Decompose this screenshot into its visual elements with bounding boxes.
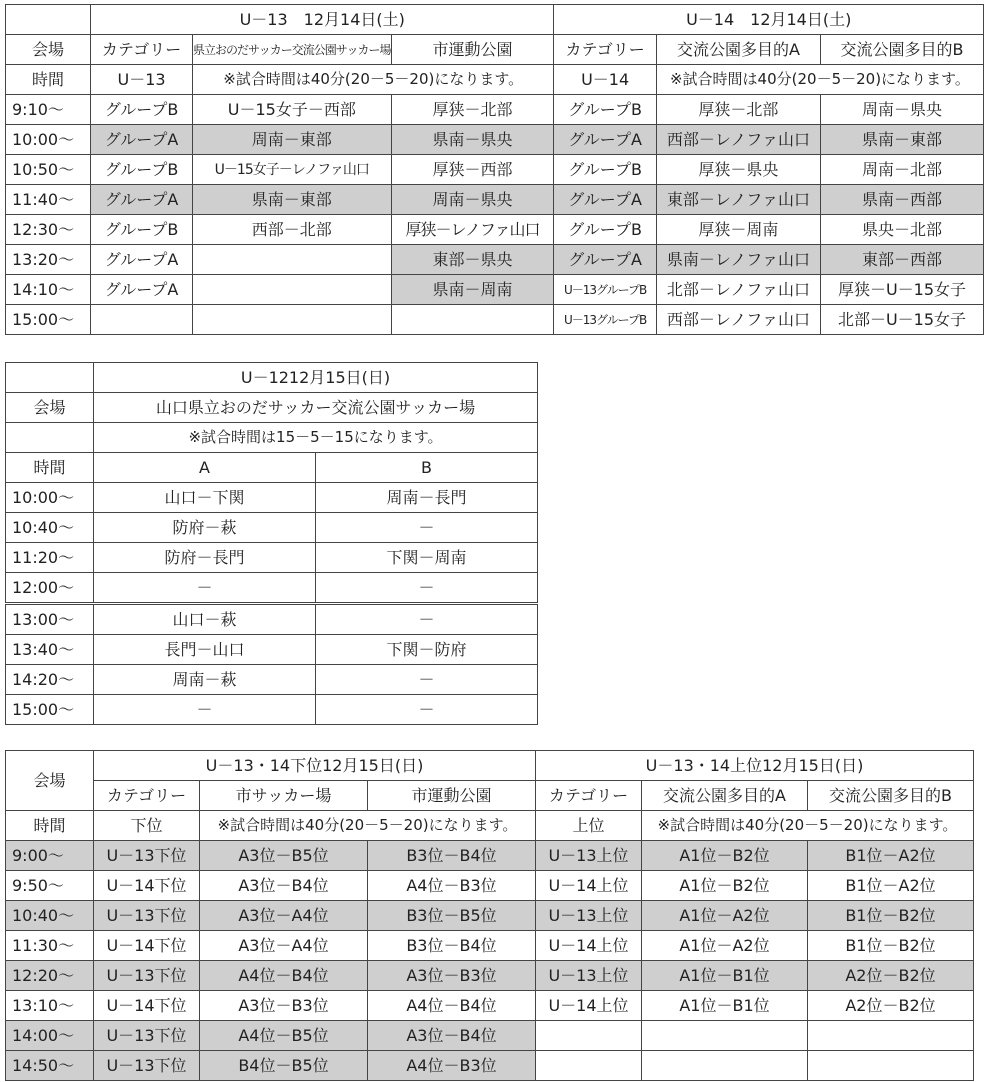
match-cell: A2位－B2位 bbox=[808, 991, 974, 1021]
match-cell: 周南－東部 bbox=[193, 125, 392, 155]
column-b-header: B bbox=[316, 453, 538, 483]
match-cell: 下関－周南 bbox=[316, 543, 538, 573]
category-cell bbox=[536, 1051, 642, 1081]
table-row bbox=[6, 961, 974, 991]
table-row bbox=[6, 635, 538, 665]
time-cell: 9:00～ bbox=[6, 841, 94, 871]
category-cell: グループB bbox=[91, 95, 193, 125]
match-cell: A2位－B2位 bbox=[808, 961, 974, 991]
match-cell: B1位－B2位 bbox=[808, 931, 974, 961]
match-cell: 周南－北部 bbox=[821, 155, 984, 185]
match-cell: 山口－萩 bbox=[94, 604, 316, 635]
category-cell: U－13下位 bbox=[94, 901, 200, 931]
match-cell: 西部－レノファ山口 bbox=[656, 305, 820, 335]
category-cell: グループA bbox=[91, 245, 193, 275]
match-cell: 厚狭－北部 bbox=[656, 95, 820, 125]
upper-header: U－13・14上位12月15日(日) bbox=[536, 751, 974, 781]
match-cell: 県央－北部 bbox=[821, 215, 984, 245]
match-cell bbox=[193, 305, 392, 335]
venue-label: 会場 bbox=[6, 751, 94, 811]
category-cell: グループB bbox=[91, 155, 193, 185]
match-cell bbox=[193, 245, 392, 275]
match-cell bbox=[808, 1051, 974, 1081]
table-row bbox=[6, 125, 984, 155]
match-cell: 厚狭－県央 bbox=[656, 155, 820, 185]
u13-venue-a: 県立おのだサッカー交流公園サッカー場 bbox=[193, 35, 392, 65]
match-cell: 県南－東部 bbox=[193, 185, 392, 215]
match-cell: U－15女子－レノファ山口 bbox=[193, 155, 392, 185]
match-cell: B3位－B4位 bbox=[368, 841, 536, 871]
column-a-header: A bbox=[94, 453, 316, 483]
time-cell: 10:00～ bbox=[6, 483, 94, 513]
time-cell: 9:50～ bbox=[6, 871, 94, 901]
u14-header: U－14 12月14日(土) bbox=[554, 5, 984, 35]
category-cell: U－13下位 bbox=[94, 1021, 200, 1051]
match-cell: 東部－県央 bbox=[391, 245, 554, 275]
time-cell: 12:00～ bbox=[6, 573, 94, 604]
upper-venue-a: 交流公園多目的A bbox=[642, 781, 808, 811]
match-cell: 山口－下関 bbox=[94, 483, 316, 513]
category-cell: グループB bbox=[554, 215, 656, 245]
match-cell: 東部－レノファ山口 bbox=[656, 185, 820, 215]
match-cell: A3位－B3位 bbox=[200, 991, 368, 1021]
category-cell: U－14下位 bbox=[94, 931, 200, 961]
category-cell: U－13下位 bbox=[94, 1051, 200, 1081]
table-row bbox=[6, 483, 538, 513]
match-cell: 周南－長門 bbox=[316, 483, 538, 513]
match-cell: B3位－B4位 bbox=[368, 931, 536, 961]
category-label: カテゴリー bbox=[536, 781, 642, 811]
match-cell: － bbox=[316, 695, 538, 725]
table-row bbox=[6, 901, 974, 931]
time-label: 時間 bbox=[6, 65, 91, 95]
time-cell: 15:00～ bbox=[6, 695, 94, 725]
match-cell: 防府－長門 bbox=[94, 543, 316, 573]
venue-label: 会場 bbox=[6, 35, 91, 65]
match-cell bbox=[193, 275, 392, 305]
time-cell: 13:10～ bbox=[6, 991, 94, 1021]
match-cell: B1位－B2位 bbox=[808, 901, 974, 931]
match-cell: 北部－レノファ山口 bbox=[656, 275, 820, 305]
match-cell: 周南－県央 bbox=[391, 185, 554, 215]
match-cell: 厚狭－西部 bbox=[391, 155, 554, 185]
time-cell: 13:00～ bbox=[6, 604, 94, 635]
category-label: カテゴリー bbox=[91, 35, 193, 65]
lower-venue-b: 市運動公園 bbox=[368, 781, 536, 811]
match-cell: 北部－U－15女子 bbox=[821, 305, 984, 335]
u12-venue: 山口県立おのだサッカー交流公園サッカー場 bbox=[94, 393, 538, 423]
blank-cell bbox=[6, 5, 91, 35]
category-cell: U－13上位 bbox=[536, 961, 642, 991]
category-cell bbox=[536, 1021, 642, 1051]
match-cell: 県南－県央 bbox=[391, 125, 554, 155]
u13-category: U－13 bbox=[91, 65, 193, 95]
time-cell: 11:30～ bbox=[6, 931, 94, 961]
u12-note: ※試合時間は15－5－15になります。 bbox=[94, 423, 538, 453]
match-cell: A1位－A2位 bbox=[642, 901, 808, 931]
time-cell: 10:00～ bbox=[6, 125, 91, 155]
u12-schedule-table bbox=[5, 362, 538, 725]
match-cell bbox=[808, 1021, 974, 1051]
u14-category: U－14 bbox=[554, 65, 656, 95]
match-cell: A1位－B2位 bbox=[642, 871, 808, 901]
match-cell: A3位－B4位 bbox=[368, 1021, 536, 1051]
blank-cell bbox=[6, 363, 94, 393]
u14-venue-b: 交流公園多目的B bbox=[821, 35, 984, 65]
category-cell: U－13上位 bbox=[536, 901, 642, 931]
category-cell: グループA bbox=[91, 275, 193, 305]
upper-category: 上位 bbox=[536, 811, 642, 841]
match-cell: A4位－B3位 bbox=[368, 1051, 536, 1081]
category-cell: U－13下位 bbox=[94, 961, 200, 991]
table-row bbox=[6, 95, 984, 125]
time-cell: 10:50～ bbox=[6, 155, 91, 185]
match-cell: B4位－B5位 bbox=[200, 1051, 368, 1081]
match-cell: 県南－西部 bbox=[821, 185, 984, 215]
u13-venue-b: 市運動公園 bbox=[391, 35, 554, 65]
match-cell: 県南－レノファ山口 bbox=[656, 245, 820, 275]
table-row bbox=[6, 871, 974, 901]
category-cell: グループA bbox=[554, 185, 656, 215]
u13-note: ※試合時間は40分(20－5－20)になります。 bbox=[193, 65, 554, 95]
match-cell: A1位－B1位 bbox=[642, 991, 808, 1021]
match-cell: B3位－B5位 bbox=[368, 901, 536, 931]
time-cell: 9:10～ bbox=[6, 95, 91, 125]
match-cell: － bbox=[316, 604, 538, 635]
category-cell: U－14下位 bbox=[94, 991, 200, 1021]
match-cell: A1位－B1位 bbox=[642, 961, 808, 991]
time-cell: 10:40～ bbox=[6, 901, 94, 931]
category-cell bbox=[91, 305, 193, 335]
match-cell bbox=[391, 305, 554, 335]
match-cell: － bbox=[316, 513, 538, 543]
category-cell: グループA bbox=[554, 245, 656, 275]
table-row bbox=[6, 155, 984, 185]
table-row bbox=[6, 245, 984, 275]
category-cell: グループA bbox=[91, 185, 193, 215]
time-cell: 14:10～ bbox=[6, 275, 91, 305]
category-cell: グループB bbox=[554, 155, 656, 185]
match-cell: 周南－県央 bbox=[821, 95, 984, 125]
match-cell: A3位－B5位 bbox=[200, 841, 368, 871]
match-cell: － bbox=[316, 665, 538, 695]
match-cell: － bbox=[94, 573, 316, 604]
match-cell bbox=[642, 1021, 808, 1051]
match-cell: 西部－レノファ山口 bbox=[656, 125, 820, 155]
category-cell: U－14上位 bbox=[536, 871, 642, 901]
match-cell: B1位－A2位 bbox=[808, 871, 974, 901]
table-row bbox=[6, 573, 538, 604]
lower-venue-a: 市サッカー場 bbox=[200, 781, 368, 811]
time-cell: 14:50～ bbox=[6, 1051, 94, 1081]
time-cell: 12:20～ bbox=[6, 961, 94, 991]
match-cell: 西部－北部 bbox=[193, 215, 392, 245]
match-cell: 厚狭－レノファ山口 bbox=[391, 215, 554, 245]
u13-u14-schedule-table bbox=[5, 4, 984, 335]
category-cell: U－13グループB bbox=[554, 305, 656, 335]
time-cell: 12:30～ bbox=[6, 215, 91, 245]
match-cell: A4位－B5位 bbox=[200, 1021, 368, 1051]
match-cell: A4位－B3位 bbox=[368, 871, 536, 901]
u13-header: U－13 12月14日(土) bbox=[91, 5, 554, 35]
match-cell: B1位－A2位 bbox=[808, 841, 974, 871]
upper-venue-b: 交流公園多目的B bbox=[808, 781, 974, 811]
lower-category: 下位 bbox=[94, 811, 200, 841]
match-cell: A4位－B4位 bbox=[368, 991, 536, 1021]
match-cell: A3位－B4位 bbox=[200, 871, 368, 901]
table-row bbox=[6, 215, 984, 245]
time-cell: 11:20～ bbox=[6, 543, 94, 573]
category-cell: U－13上位 bbox=[536, 841, 642, 871]
match-cell: 防府－萩 bbox=[94, 513, 316, 543]
u14-venue-a: 交流公園多目的A bbox=[656, 35, 820, 65]
match-cell: A3位－B3位 bbox=[368, 961, 536, 991]
match-cell: A3位－A4位 bbox=[200, 931, 368, 961]
table-row bbox=[6, 841, 974, 871]
match-cell: A3位－A4位 bbox=[200, 901, 368, 931]
category-cell: U－14下位 bbox=[94, 871, 200, 901]
match-cell: U－15女子－西部 bbox=[193, 95, 392, 125]
table-row bbox=[6, 513, 538, 543]
table-row bbox=[6, 931, 974, 961]
table-row bbox=[6, 1021, 974, 1051]
time-cell: 14:00～ bbox=[6, 1021, 94, 1051]
time-cell: 10:40～ bbox=[6, 513, 94, 543]
time-label: 時間 bbox=[6, 811, 94, 841]
upper-note: ※試合時間は40分(20－5－20)になります。 bbox=[642, 811, 974, 841]
time-cell: 14:20～ bbox=[6, 665, 94, 695]
table-row bbox=[6, 604, 538, 635]
category-label: カテゴリー bbox=[94, 781, 200, 811]
match-cell: A4位－B4位 bbox=[200, 961, 368, 991]
time-cell: 13:40～ bbox=[6, 635, 94, 665]
match-cell: A1位－A2位 bbox=[642, 931, 808, 961]
match-cell: 厚狭－北部 bbox=[391, 95, 554, 125]
category-label: カテゴリー bbox=[554, 35, 656, 65]
table-row bbox=[6, 991, 974, 1021]
match-cell: 県南－周南 bbox=[391, 275, 554, 305]
u12-header: U－1212月15日(日) bbox=[94, 363, 538, 393]
match-cell: 下関－防府 bbox=[316, 635, 538, 665]
category-cell: グループA bbox=[554, 125, 656, 155]
match-cell: 厚狭－U－15女子 bbox=[821, 275, 984, 305]
table-row bbox=[6, 275, 984, 305]
time-cell: 11:40～ bbox=[6, 185, 91, 215]
table-row bbox=[6, 543, 538, 573]
match-cell bbox=[642, 1051, 808, 1081]
u14-note: ※試合時間は40分(20－5－20)になります。 bbox=[656, 65, 983, 95]
table-row bbox=[6, 1051, 974, 1081]
match-cell: A1位－B2位 bbox=[642, 841, 808, 871]
blank-cell bbox=[6, 423, 94, 453]
time-cell: 13:20～ bbox=[6, 245, 91, 275]
match-cell: 東部－西部 bbox=[821, 245, 984, 275]
match-cell: 周南－萩 bbox=[94, 665, 316, 695]
match-cell: 県南－東部 bbox=[821, 125, 984, 155]
table-row bbox=[6, 305, 984, 335]
category-cell: U－13グループB bbox=[554, 275, 656, 305]
category-cell: グループA bbox=[91, 125, 193, 155]
match-cell: － bbox=[316, 573, 538, 604]
table-row bbox=[6, 665, 538, 695]
match-cell: 長門－山口 bbox=[94, 635, 316, 665]
table-row bbox=[6, 695, 538, 725]
venue-label: 会場 bbox=[6, 393, 94, 423]
table-row bbox=[6, 185, 984, 215]
lower-header: U－13・14下位12月15日(日) bbox=[94, 751, 536, 781]
match-cell: 厚狭－周南 bbox=[656, 215, 820, 245]
category-cell: U－14上位 bbox=[536, 931, 642, 961]
category-cell: U－13下位 bbox=[94, 841, 200, 871]
category-cell: U－14上位 bbox=[536, 991, 642, 1021]
match-cell: － bbox=[94, 695, 316, 725]
time-cell: 15:00～ bbox=[6, 305, 91, 335]
time-label: 時間 bbox=[6, 453, 94, 483]
u13-u14-ranking-schedule-table bbox=[5, 750, 974, 1081]
category-cell: グループB bbox=[91, 215, 193, 245]
category-cell: グループB bbox=[554, 95, 656, 125]
lower-note: ※試合時間は40分(20－5－20)になります。 bbox=[200, 811, 536, 841]
